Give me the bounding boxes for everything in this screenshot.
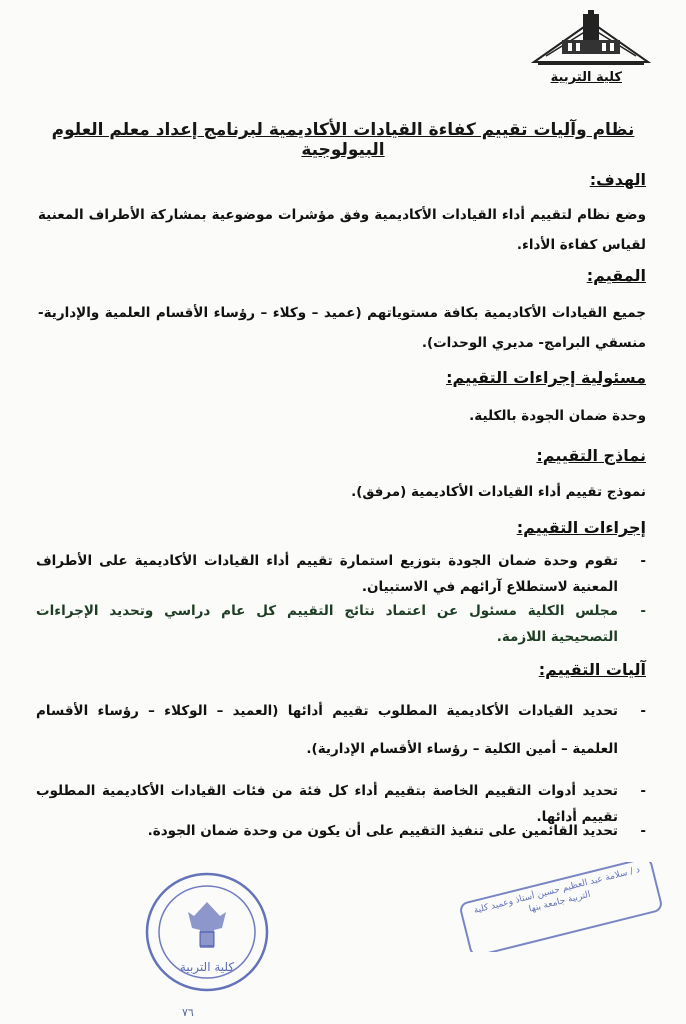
forms-heading: نماذج التقييم: (536, 446, 646, 465)
responsibility-text: وحدة ضمان الجودة بالكلية. (469, 408, 646, 424)
faculty-name: كلية التربية (550, 70, 622, 85)
list-dash: - (640, 553, 646, 569)
forms-text: نموذج تقييم أداء القيادات الأكاديمية (مرفق). (351, 484, 646, 500)
goal-text: وضع نظام لتقييم أداء القيادات الأكاديمية وفق مؤشرات موضوعية بمشاركة الأطراف المعنية لقياس كفاءة الأداء. (38, 207, 646, 253)
goal-heading: الهدف: (589, 170, 646, 189)
responsibility-heading: مسئولية إجراءات التقييم: (446, 368, 646, 387)
signature-stamp-icon (455, 862, 667, 952)
university-tower-logo-icon (528, 8, 654, 70)
list-dash: - (640, 783, 646, 799)
stamp-text: د / سلامة عبد العظيم حسين أستاذ وعميد كلية التربية جامعة بنها (472, 864, 641, 917)
page-title: نظام وآليات تقييم كفاءة القيادات الأكاديمية لبرنامج إعداد معلم العلوم البيولوجية (51, 120, 635, 160)
procedure-item-text: تقوم وحدة ضمان الجودة بتوزيع استمارة تقييم أداء القيادات الأكاديمية على الأطراف المعنية لاستطلاع آرائهم في الاستبيان. (36, 553, 618, 595)
list-dash: - (640, 703, 646, 719)
eagle-emblem-seal-icon (142, 868, 272, 996)
mechanism-item (36, 818, 646, 844)
procedure-item (36, 548, 646, 600)
procedures-heading: إجراءات التقييم: (516, 518, 646, 537)
list-dash: - (640, 823, 646, 839)
page-mark: ٧٦ (182, 1006, 194, 1019)
mechanisms-heading: آليات التقييم: (538, 660, 646, 679)
seal-text: كلية التربية (179, 960, 235, 974)
mechanism-item-text: تحديد أدوات التقييم الخاصة بتقييم أداء كل فئة من فئات القيادات الأكاديمية المطلوب تقييم أدائها. (36, 783, 618, 825)
evaluator-heading: المقيم: (586, 266, 646, 285)
procedure-item-text: مجلس الكلية مسئول عن اعتماد نتائج التقييم كل عام دراسي وتحديد الإجراءات التصحيحية اللازمة. (36, 603, 618, 645)
mechanism-item (36, 692, 646, 768)
list-dash: - (640, 603, 646, 619)
mechanism-item-text: تحديد القائمين على تنفيذ التقييم على أن يكون من وحدة ضمان الجودة. (147, 823, 618, 839)
procedure-item (36, 598, 646, 650)
evaluator-text: جميع القيادات الأكاديمية بكافة مستوياتهم (عميد – وكلاء – رؤساء الأقسام العلمية والإدارية- منسقي البرامج- مديري الوحدات). (38, 305, 646, 351)
mechanism-item-text: تحديد القيادات الأكاديمية المطلوب تقييم أدائها (العميد – الوكلاء – رؤساء الأقسام العلمية – أمين الكلية – رؤساء الأقسام الإدارية). (36, 703, 618, 757)
